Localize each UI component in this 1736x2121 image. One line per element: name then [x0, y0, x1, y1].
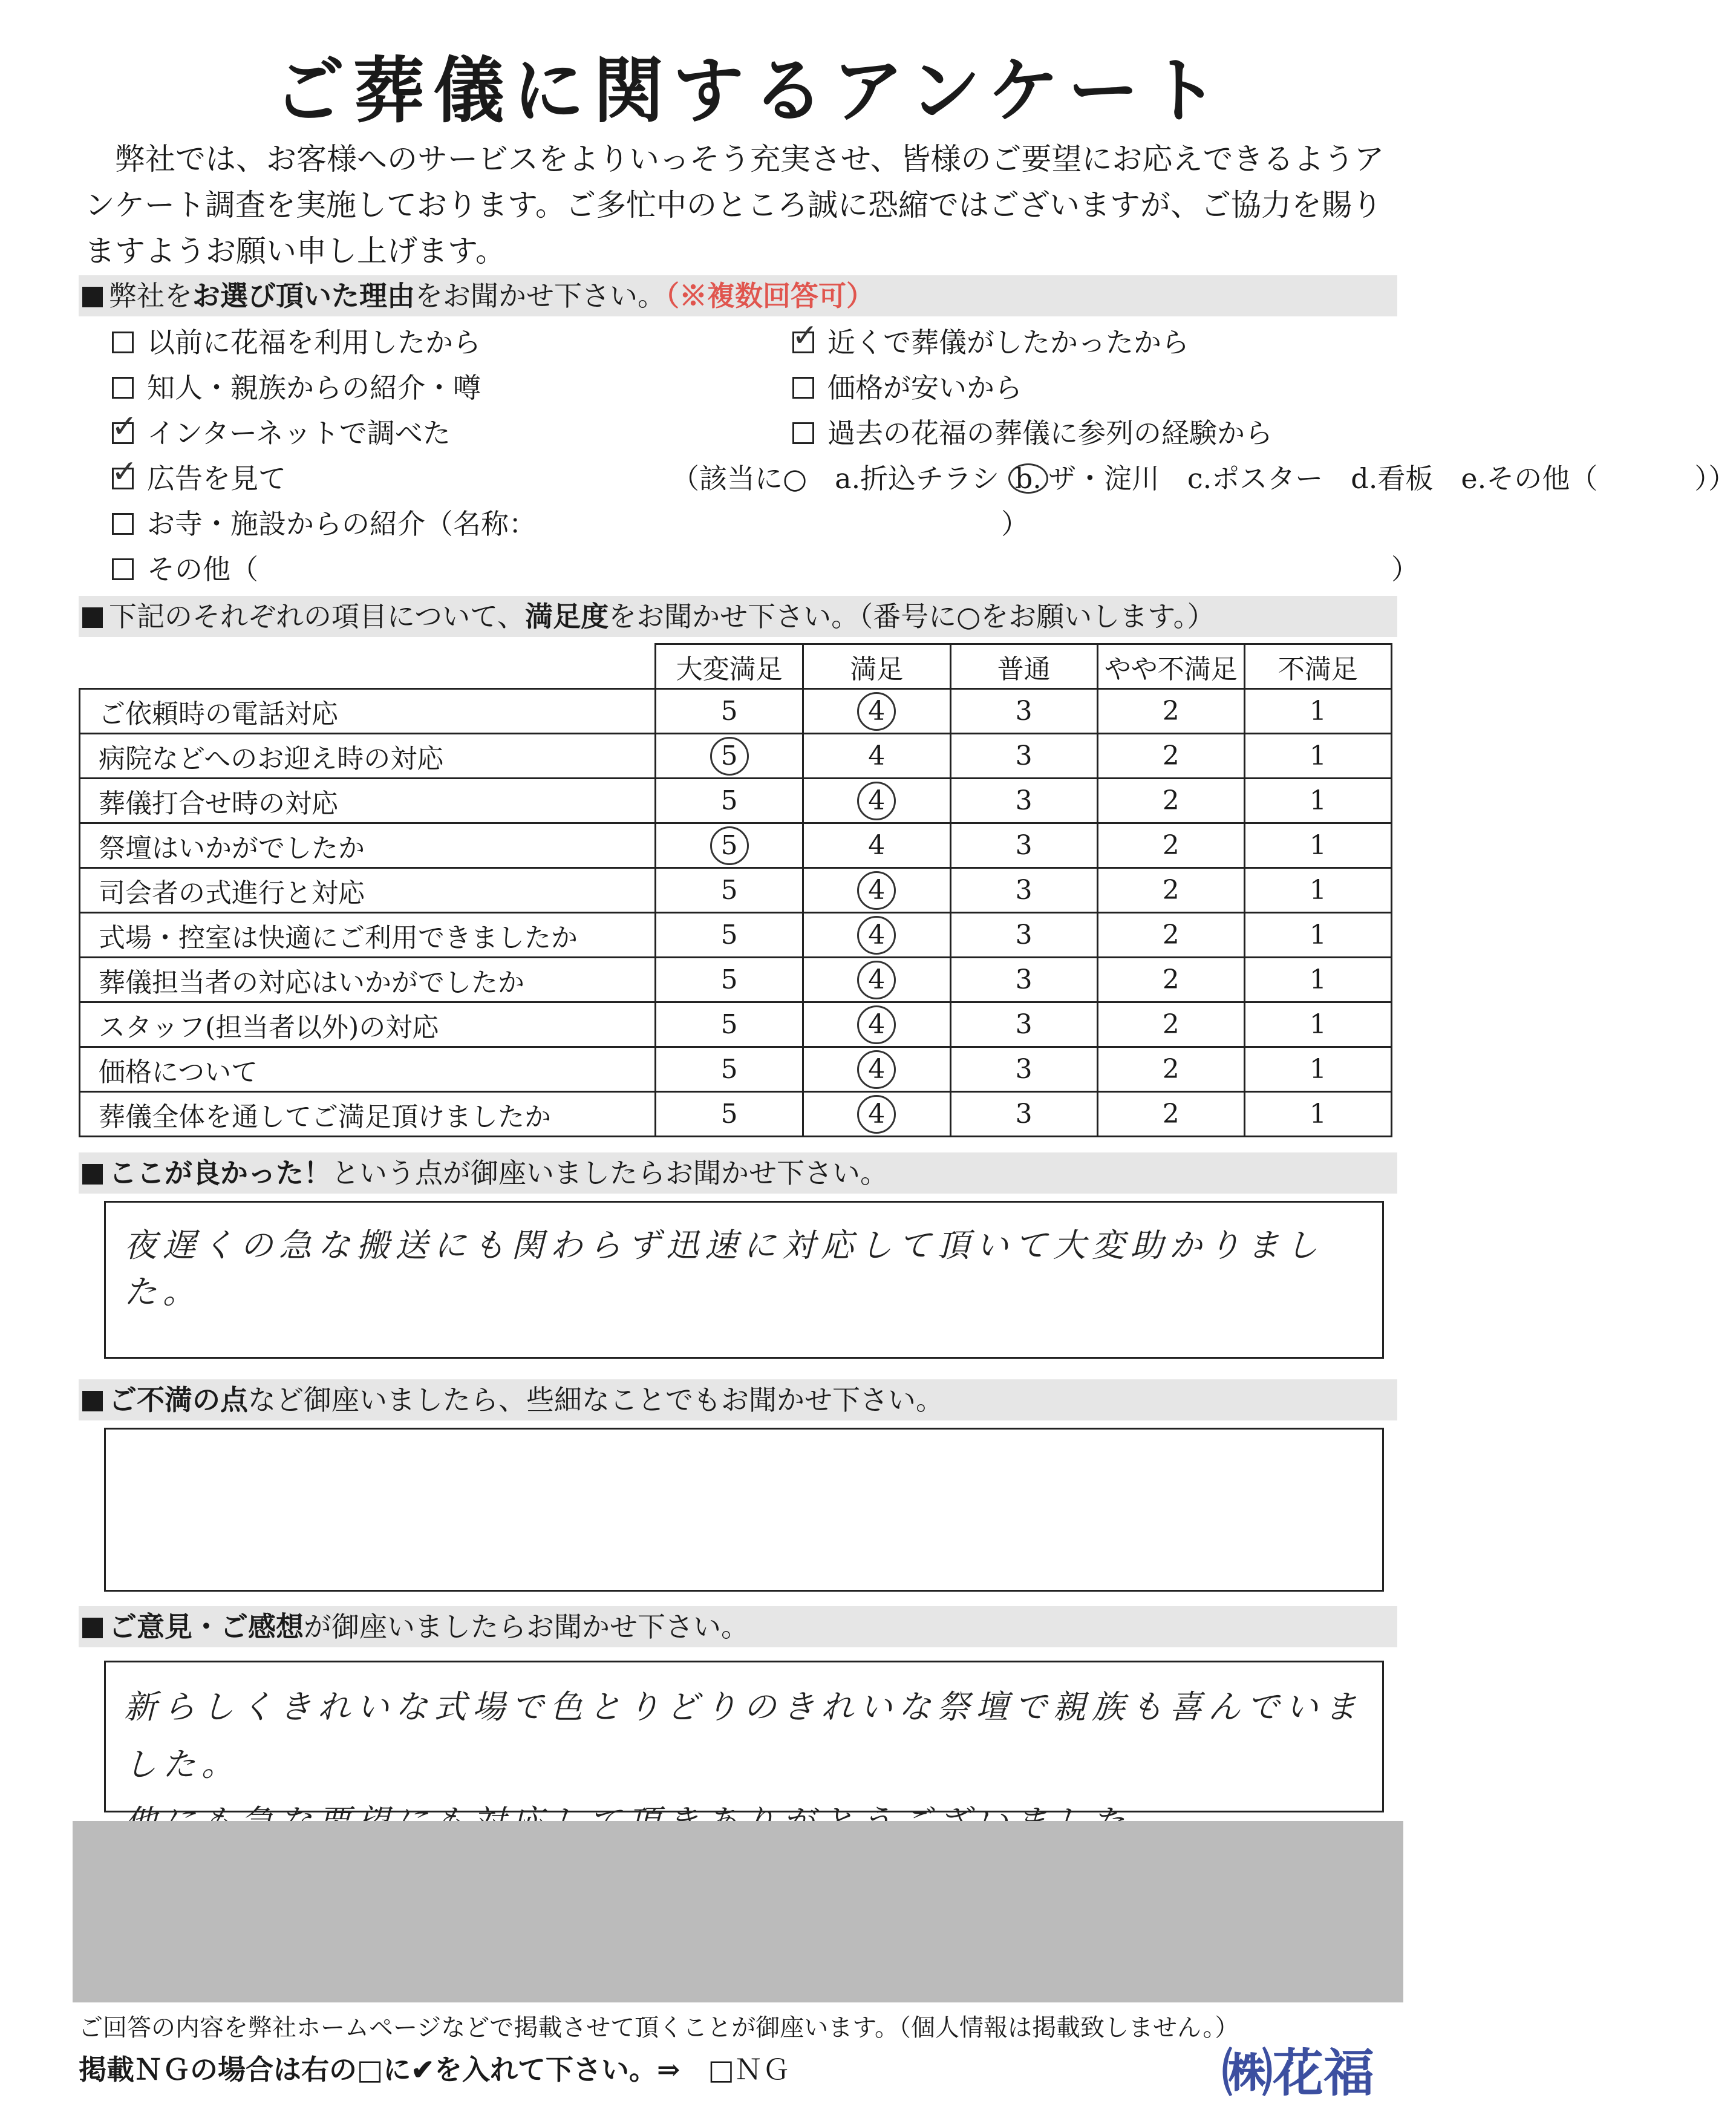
score-value: 2: [1162, 964, 1180, 995]
score-cell[interactable]: [1097, 1002, 1244, 1047]
question-label: 病院などへのお迎え時の対応: [80, 734, 656, 779]
score-value: 2: [1162, 1054, 1180, 1085]
option-label: 過去の花福の葬儀に参列の経験から: [827, 417, 1273, 449]
score-cell[interactable]: [950, 1002, 1097, 1047]
score-value: 3: [1015, 785, 1033, 816]
score-value: 3: [1015, 1099, 1033, 1129]
checkbox-icon[interactable]: [112, 377, 134, 399]
score-cell[interactable]: [803, 913, 950, 958]
score-value: 1: [1309, 696, 1326, 727]
left-option[interactable]: [112, 547, 258, 587]
question-label: 祭壇はいかがでしたか: [80, 823, 656, 868]
score-cell[interactable]: [656, 779, 803, 823]
question-label: ご依頼時の電話対応: [80, 689, 656, 734]
ng-instruction: 掲載ＮＧの場合は右の□に✔を入れて下さい。⇒ □ＮＧ: [79, 2053, 791, 2086]
score-value: 5: [720, 1054, 738, 1085]
score-cell[interactable]: [656, 1002, 803, 1047]
question-label: 式場・控室は快適にご利用できましたか: [80, 913, 656, 958]
score-cell[interactable]: [950, 779, 1097, 823]
score-cell[interactable]: [950, 1092, 1097, 1137]
checkbox-icon[interactable]: [112, 558, 134, 580]
score-value: 5: [720, 875, 738, 906]
score-value: 4: [868, 830, 886, 861]
score-cell[interactable]: [803, 734, 950, 779]
ad-choice-selected[interactable]: b.: [1008, 463, 1048, 494]
score-cell[interactable]: [803, 958, 950, 1002]
option-label: お寺・施設からの紹介（名称：: [147, 508, 537, 540]
company-logo: ㈱花福: [1222, 2044, 1375, 2103]
score-value: 1: [1309, 875, 1326, 906]
score-cell[interactable]: [656, 1092, 803, 1137]
selected-score: 4: [857, 961, 896, 999]
option-label: 知人・親族からの紹介・噂: [147, 371, 481, 404]
ad-detail: （該当に○ a.折込チラシ b. ザ・淀川 c.ポスター d.看板 e.その他（ ））: [671, 462, 1736, 495]
selected-score: 4: [857, 1050, 896, 1089]
score-value: 1: [1309, 920, 1326, 950]
score-cell[interactable]: [950, 734, 1097, 779]
score-value: 5: [720, 1099, 738, 1129]
score-value: 2: [1162, 740, 1180, 771]
facility-name-close: ）: [1001, 508, 1029, 540]
score-cell[interactable]: [1097, 734, 1244, 779]
score-cell[interactable]: [1097, 1047, 1244, 1092]
checkbox-icon[interactable]: [792, 377, 814, 399]
question-label: 葬儀担当者の対応はいかがでしたか: [80, 958, 656, 1002]
score-value: 2: [1162, 1009, 1180, 1040]
checked-checkbox-icon[interactable]: [112, 422, 134, 444]
score-value: 1: [1309, 1099, 1326, 1129]
score-cell[interactable]: [803, 689, 950, 734]
score-value: 2: [1162, 1099, 1180, 1129]
left-option[interactable]: [112, 411, 451, 451]
score-cell[interactable]: [950, 868, 1097, 913]
selected-score: 4: [857, 782, 896, 820]
table-row: [80, 1002, 1392, 1047]
score-cell[interactable]: [1244, 823, 1391, 868]
score-value: 2: [1162, 785, 1180, 816]
score-value: 1: [1309, 785, 1326, 816]
left-option[interactable]: [112, 502, 537, 542]
score-cell[interactable]: [803, 779, 950, 823]
section-satisfaction-heading: 下記のそれぞれの項目について、満足度をお聞かせ下さい。（番号に○をお願いします。）: [79, 596, 1397, 637]
score-value: 3: [1015, 830, 1033, 861]
question-label: スタッフ(担当者以外)の対応: [80, 1002, 656, 1047]
score-value: 2: [1162, 875, 1180, 906]
satisfaction-table: [79, 643, 1392, 1137]
score-value: 4: [868, 740, 886, 771]
score-cell[interactable]: [656, 689, 803, 734]
score-cell[interactable]: [803, 1047, 950, 1092]
left-option[interactable]: [112, 321, 481, 361]
score-value: 3: [1015, 1009, 1033, 1040]
left-option[interactable]: [112, 366, 481, 406]
score-cell[interactable]: [656, 868, 803, 913]
score-value: 3: [1015, 964, 1033, 995]
good-points-answer: 夜遅くの急な搬送にも関わらず迅速に対応して頂いて大変助かりました。: [124, 1226, 1324, 1311]
score-cell[interactable]: [656, 1047, 803, 1092]
score-cell[interactable]: [803, 1002, 950, 1047]
score-cell[interactable]: [1244, 868, 1391, 913]
table-row: [80, 779, 1392, 823]
score-cell[interactable]: [1097, 689, 1244, 734]
score-cell[interactable]: [1244, 1092, 1391, 1137]
complaints-answer: [106, 1430, 1382, 1446]
table-row: [80, 1092, 1392, 1137]
ng-checkbox[interactable]: □ＮＧ: [708, 2053, 791, 2086]
right-option[interactable]: [792, 366, 1022, 406]
table-row: [80, 913, 1392, 958]
selected-score: 4: [857, 1005, 896, 1044]
column-header: 不満足: [1244, 644, 1391, 689]
score-value: 1: [1309, 1054, 1326, 1085]
score-value: 5: [720, 920, 738, 950]
score-value: 3: [1015, 1054, 1033, 1085]
table-row: [80, 958, 1392, 1002]
table-row: [80, 689, 1392, 734]
question-label: 司会者の式進行と対応: [80, 868, 656, 913]
opinions-answer-box[interactable]: [104, 1661, 1384, 1812]
score-cell[interactable]: [656, 823, 803, 868]
score-cell[interactable]: [950, 913, 1097, 958]
score-value: 3: [1015, 920, 1033, 950]
score-value: 3: [1015, 740, 1033, 771]
score-cell[interactable]: [1244, 689, 1391, 734]
selected-score: 4: [857, 871, 896, 910]
checkbox-icon[interactable]: [792, 422, 814, 444]
score-cell[interactable]: [1097, 958, 1244, 1002]
selected-score: 4: [857, 916, 896, 955]
square-bullet-icon: [82, 1391, 103, 1411]
score-cell[interactable]: [1097, 823, 1244, 868]
redacted-area: [73, 1821, 1403, 2002]
score-value: 5: [720, 696, 738, 727]
score-cell[interactable]: [1244, 913, 1391, 958]
score-cell[interactable]: [950, 1047, 1097, 1092]
question-label: 葬儀打合せ時の対応: [80, 779, 656, 823]
checked-checkbox-icon[interactable]: [792, 332, 814, 353]
right-option[interactable]: [792, 321, 1189, 361]
score-value: 3: [1015, 696, 1033, 727]
score-value: 2: [1162, 920, 1180, 950]
score-cell[interactable]: [656, 913, 803, 958]
option-label: 近くで葬儀がしたかったから: [827, 326, 1189, 359]
right-option[interactable]: [792, 411, 1273, 451]
column-header: やや不満足: [1097, 644, 1244, 689]
column-header: 満足: [803, 644, 950, 689]
option-label: 広告を見て: [147, 462, 286, 495]
option-label: その他（: [147, 553, 258, 586]
square-bullet-icon: [82, 1618, 103, 1638]
score-value: 2: [1162, 830, 1180, 861]
score-cell[interactable]: [803, 823, 950, 868]
table-row: [80, 734, 1392, 779]
section-complaints-heading: ご不満の点など御座いましたら、些細なことでもお聞かせ下さい。: [79, 1379, 1397, 1420]
table-row: [80, 1047, 1392, 1092]
score-value: 5: [720, 1009, 738, 1040]
score-value: 1: [1309, 1009, 1326, 1040]
option-label: インターネットで調べた: [147, 417, 451, 449]
score-cell[interactable]: [1244, 958, 1391, 1002]
section-good-points-heading: ここが良かった！という点が御座いましたらお聞かせ下さい。: [79, 1152, 1397, 1194]
question-label: 葬儀全体を通してご満足頂けましたか: [80, 1092, 656, 1137]
question-label: 価格について: [80, 1047, 656, 1092]
checked-checkbox-icon[interactable]: [112, 468, 134, 489]
score-cell[interactable]: [1244, 779, 1391, 823]
score-cell[interactable]: [1244, 1047, 1391, 1092]
score-cell[interactable]: [950, 958, 1097, 1002]
option-label: 価格が安いから: [827, 371, 1022, 404]
left-option[interactable]: [112, 457, 286, 497]
score-cell[interactable]: [803, 1092, 950, 1137]
score-value: 2: [1162, 696, 1180, 727]
checkbox-icon[interactable]: [112, 332, 134, 353]
selected-score: 5: [710, 826, 749, 865]
selected-score: 4: [857, 1095, 896, 1134]
score-cell[interactable]: [950, 823, 1097, 868]
column-header: 普通: [950, 644, 1097, 689]
column-header: 大変満足: [656, 644, 803, 689]
checkbox-icon[interactable]: [112, 513, 134, 535]
header-blank-cell: [80, 644, 656, 689]
score-cell[interactable]: [656, 958, 803, 1002]
option-label: 以前に花福を利用したから: [147, 326, 481, 359]
square-bullet-icon: [82, 1164, 103, 1185]
score-value: 1: [1309, 964, 1326, 995]
selected-score: 5: [710, 737, 749, 776]
score-cell[interactable]: [656, 734, 803, 779]
score-cell[interactable]: [950, 689, 1097, 734]
publication-note: ご回答の内容を弊社ホームページなどで掲載させて頂くことが御座います。（個人情報は掲載致しません。）: [79, 2014, 1239, 2042]
table-header-row: [80, 644, 1392, 689]
score-value: 1: [1309, 740, 1326, 771]
score-value: 3: [1015, 875, 1033, 906]
table-row: [80, 823, 1392, 868]
square-bullet-icon: [82, 287, 103, 307]
score-cell[interactable]: [1244, 734, 1391, 779]
selected-score: 4: [857, 692, 896, 731]
score-cell[interactable]: [1097, 1092, 1244, 1137]
score-cell[interactable]: [1244, 1002, 1391, 1047]
score-value: 5: [720, 785, 738, 816]
section-opinions-heading: ご意見・ご感想が御座いましたらお聞かせ下さい。: [79, 1606, 1397, 1647]
score-value: 5: [720, 964, 738, 995]
complaints-answer-box[interactable]: [104, 1428, 1384, 1592]
section-reasons-heading: 弊社をお選び頂いた理由をお聞かせ下さい。（※複数回答可）: [79, 275, 1397, 316]
opinions-answer-line-1: 新らしくきれいな式場で色とりどりのきれいな祭壇で親族も喜んでいました。: [124, 1688, 1363, 1783]
table-row: [80, 868, 1392, 913]
score-cell[interactable]: [803, 868, 950, 913]
good-points-answer-box[interactable]: [104, 1201, 1384, 1359]
page-title: ご葬儀に関するアンケート: [273, 48, 1227, 132]
square-bullet-icon: [82, 607, 103, 628]
score-cell[interactable]: [1097, 913, 1244, 958]
score-cell[interactable]: [1097, 779, 1244, 823]
intro-text: 弊社では、お客様へのサービスをよりいっそう充実させ、皆様のご要望にお応えできるようアンケート調査を実施しております。ご多忙中のところ誠に恐縮ではございますが、ご協力を賜りますようお願い申し上げます。: [85, 142, 1385, 269]
other-close: ）: [1391, 553, 1419, 586]
score-value: 1: [1309, 830, 1326, 861]
multiple-answer-note: （※複数回答可）: [665, 279, 874, 312]
score-cell[interactable]: [1097, 868, 1244, 913]
